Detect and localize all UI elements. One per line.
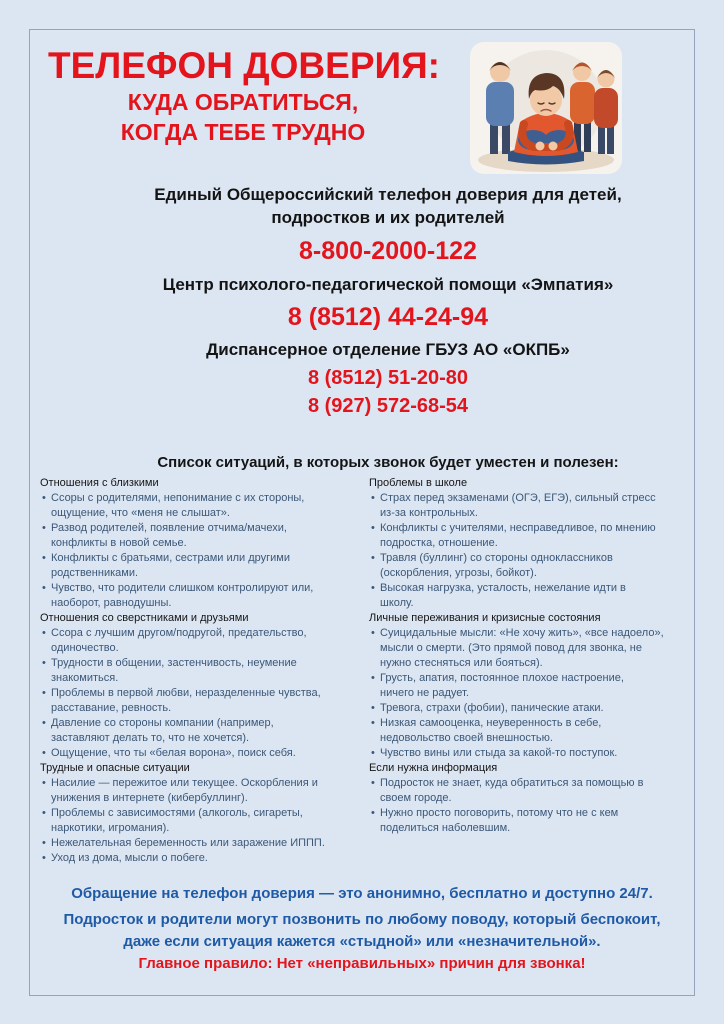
- situation-item: • Тревога, страхи (фобии), панические атаки.: [369, 701, 691, 716]
- empathy-center-phone: 8 (8512) 44-24-94: [287, 303, 489, 331]
- situation-item: • Давление со стороны компании (например, заставляют делать то, что не хочется).: [40, 716, 365, 746]
- situation-list: [369, 491, 691, 611]
- situation-item: • Развод родителей, появление отчима/мачехи, конфликты в новой семье.: [40, 521, 365, 551]
- situation-list: [369, 776, 691, 836]
- situation-item: • Ссоры с родителями, непонимание с их стороны, ощущение, что «меня не слышат».: [40, 491, 365, 521]
- situation-list: [40, 626, 365, 761]
- situation-item: • Чувство вины или стыда за какой-то поступок.: [369, 746, 691, 761]
- unified-helpline-name-line-1: Единый Общероссийский телефон доверия для детей,: [154, 185, 622, 204]
- situation-list: [40, 776, 365, 866]
- situation-item: • Травля (буллинг) со стороны одноклассников (оскорбления, угрозы, бойкот).: [369, 551, 691, 581]
- situation-item: • Трудности в общении, застенчивость, неумение знакомиться.: [40, 656, 365, 686]
- situation-category-heading: Трудные и опасные ситуации: [40, 762, 190, 774]
- situation-item: • Низкая самооценка, неуверенность в себе, недовольство своей внешностью.: [369, 716, 691, 746]
- situation-item: • Суицидальные мысли: «Не хочу жить», «все надоело», мысли о смерти. (Это прямой повод для звонка, не нужно стесняться или бояться).: [369, 626, 691, 671]
- situation-item: • Ссора с лучшим другом/подругой, предательство, одиночество.: [40, 626, 365, 656]
- situation-item: • Уход из дома, мысли о побеге.: [40, 851, 365, 866]
- situation-category-heading: Проблемы в школе: [369, 477, 468, 489]
- unified-helpline-phone: 8-800-2000-122: [299, 237, 477, 265]
- situation-item: • Нежелательная беременность или заражение ИППП.: [40, 836, 365, 851]
- situation-item: • Высокая нагрузка, усталость, нежелание идти в школу.: [369, 581, 691, 611]
- situation-category-heading: Отношения со сверстниками и друзьями: [40, 612, 249, 624]
- situation-category-heading: Личные переживания и кризисные состояния: [369, 612, 601, 624]
- empathy-center-name: Центр психолого-педагогической помощи «Эмпатия»: [162, 275, 614, 294]
- situation-list: [40, 491, 365, 611]
- situation-item: • Нужно просто поговорить, потому что не с кем поделиться наболевшим.: [369, 806, 691, 836]
- situations-column-left: [40, 476, 365, 866]
- situation-item: • Страх перед экзаменами (ОГЭ, ЕГЭ), сильный стресс из-за контрольных.: [369, 491, 691, 521]
- situation-item: • Конфликты с братьями, сестрами или другими родственниками.: [40, 551, 365, 581]
- footer-line-3: даже если ситуация кажется «стыдной» или «незначительной».: [123, 933, 601, 950]
- situation-category-heading: Если нужна информация: [369, 762, 498, 774]
- okpb-phone-2: 8 (927) 572-68-54: [307, 395, 469, 417]
- situation-item: • Насилие — пережитое или текущее. Оскорбления и унижения в интернете (кибербуллинг).: [40, 776, 365, 806]
- situations-heading: Список ситуаций, в которых звонок будет уместен и полезен:: [157, 454, 619, 471]
- okpb-phone-1: 8 (8512) 51-20-80: [307, 367, 469, 389]
- situation-item: • Чувство, что родители слишком контролируют или, наоборот, равнодушны.: [40, 581, 365, 611]
- unified-helpline-name-line-2: подростков и их родителей: [271, 208, 505, 227]
- situation-item: • Грусть, апатия, постоянное плохое настроение, ничего не радует.: [369, 671, 691, 701]
- poster-title: ТЕЛЕФОН ДОВЕРИЯ:: [48, 45, 441, 86]
- teen-illustration: [470, 42, 622, 174]
- poster-subtitle-line-1: КУДА ОБРАТИТЬСЯ,: [127, 89, 359, 115]
- situation-list: [369, 626, 691, 761]
- footer-line-1: Обращение на телефон доверия — это анонимно, бесплатно и доступно 24/7.: [71, 885, 653, 902]
- footer-main-rule: Главное правило: Нет «неправильных» причин для звонка!: [138, 955, 586, 972]
- situation-item: • Подросток не знает, куда обратиться за помощью в своем городе.: [369, 776, 691, 806]
- situation-item: • Проблемы с зависимостями (алкоголь, сигареты, наркотики, игромания).: [40, 806, 365, 836]
- situation-item: • Проблемы в первой любви, неразделенные чувства, расставание, ревность.: [40, 686, 365, 716]
- situation-item: • Конфликты с учителями, несправедливое, по мнению подростка, отношение.: [369, 521, 691, 551]
- situations-column-right: [369, 476, 691, 836]
- situation-category-heading: Отношения с близкими: [40, 477, 159, 489]
- situation-item: • Ощущение, что ты «белая ворона», поиск себя.: [40, 746, 365, 761]
- poster-subtitle-line-2: КОГДА ТЕБЕ ТРУДНО: [120, 119, 366, 145]
- okpb-department-name: Диспансерное отделение ГБУЗ АО «ОКПБ»: [206, 340, 570, 359]
- footer-line-2: Подросток и родители могут позвонить по любому поводу, который беспокоит,: [63, 911, 661, 928]
